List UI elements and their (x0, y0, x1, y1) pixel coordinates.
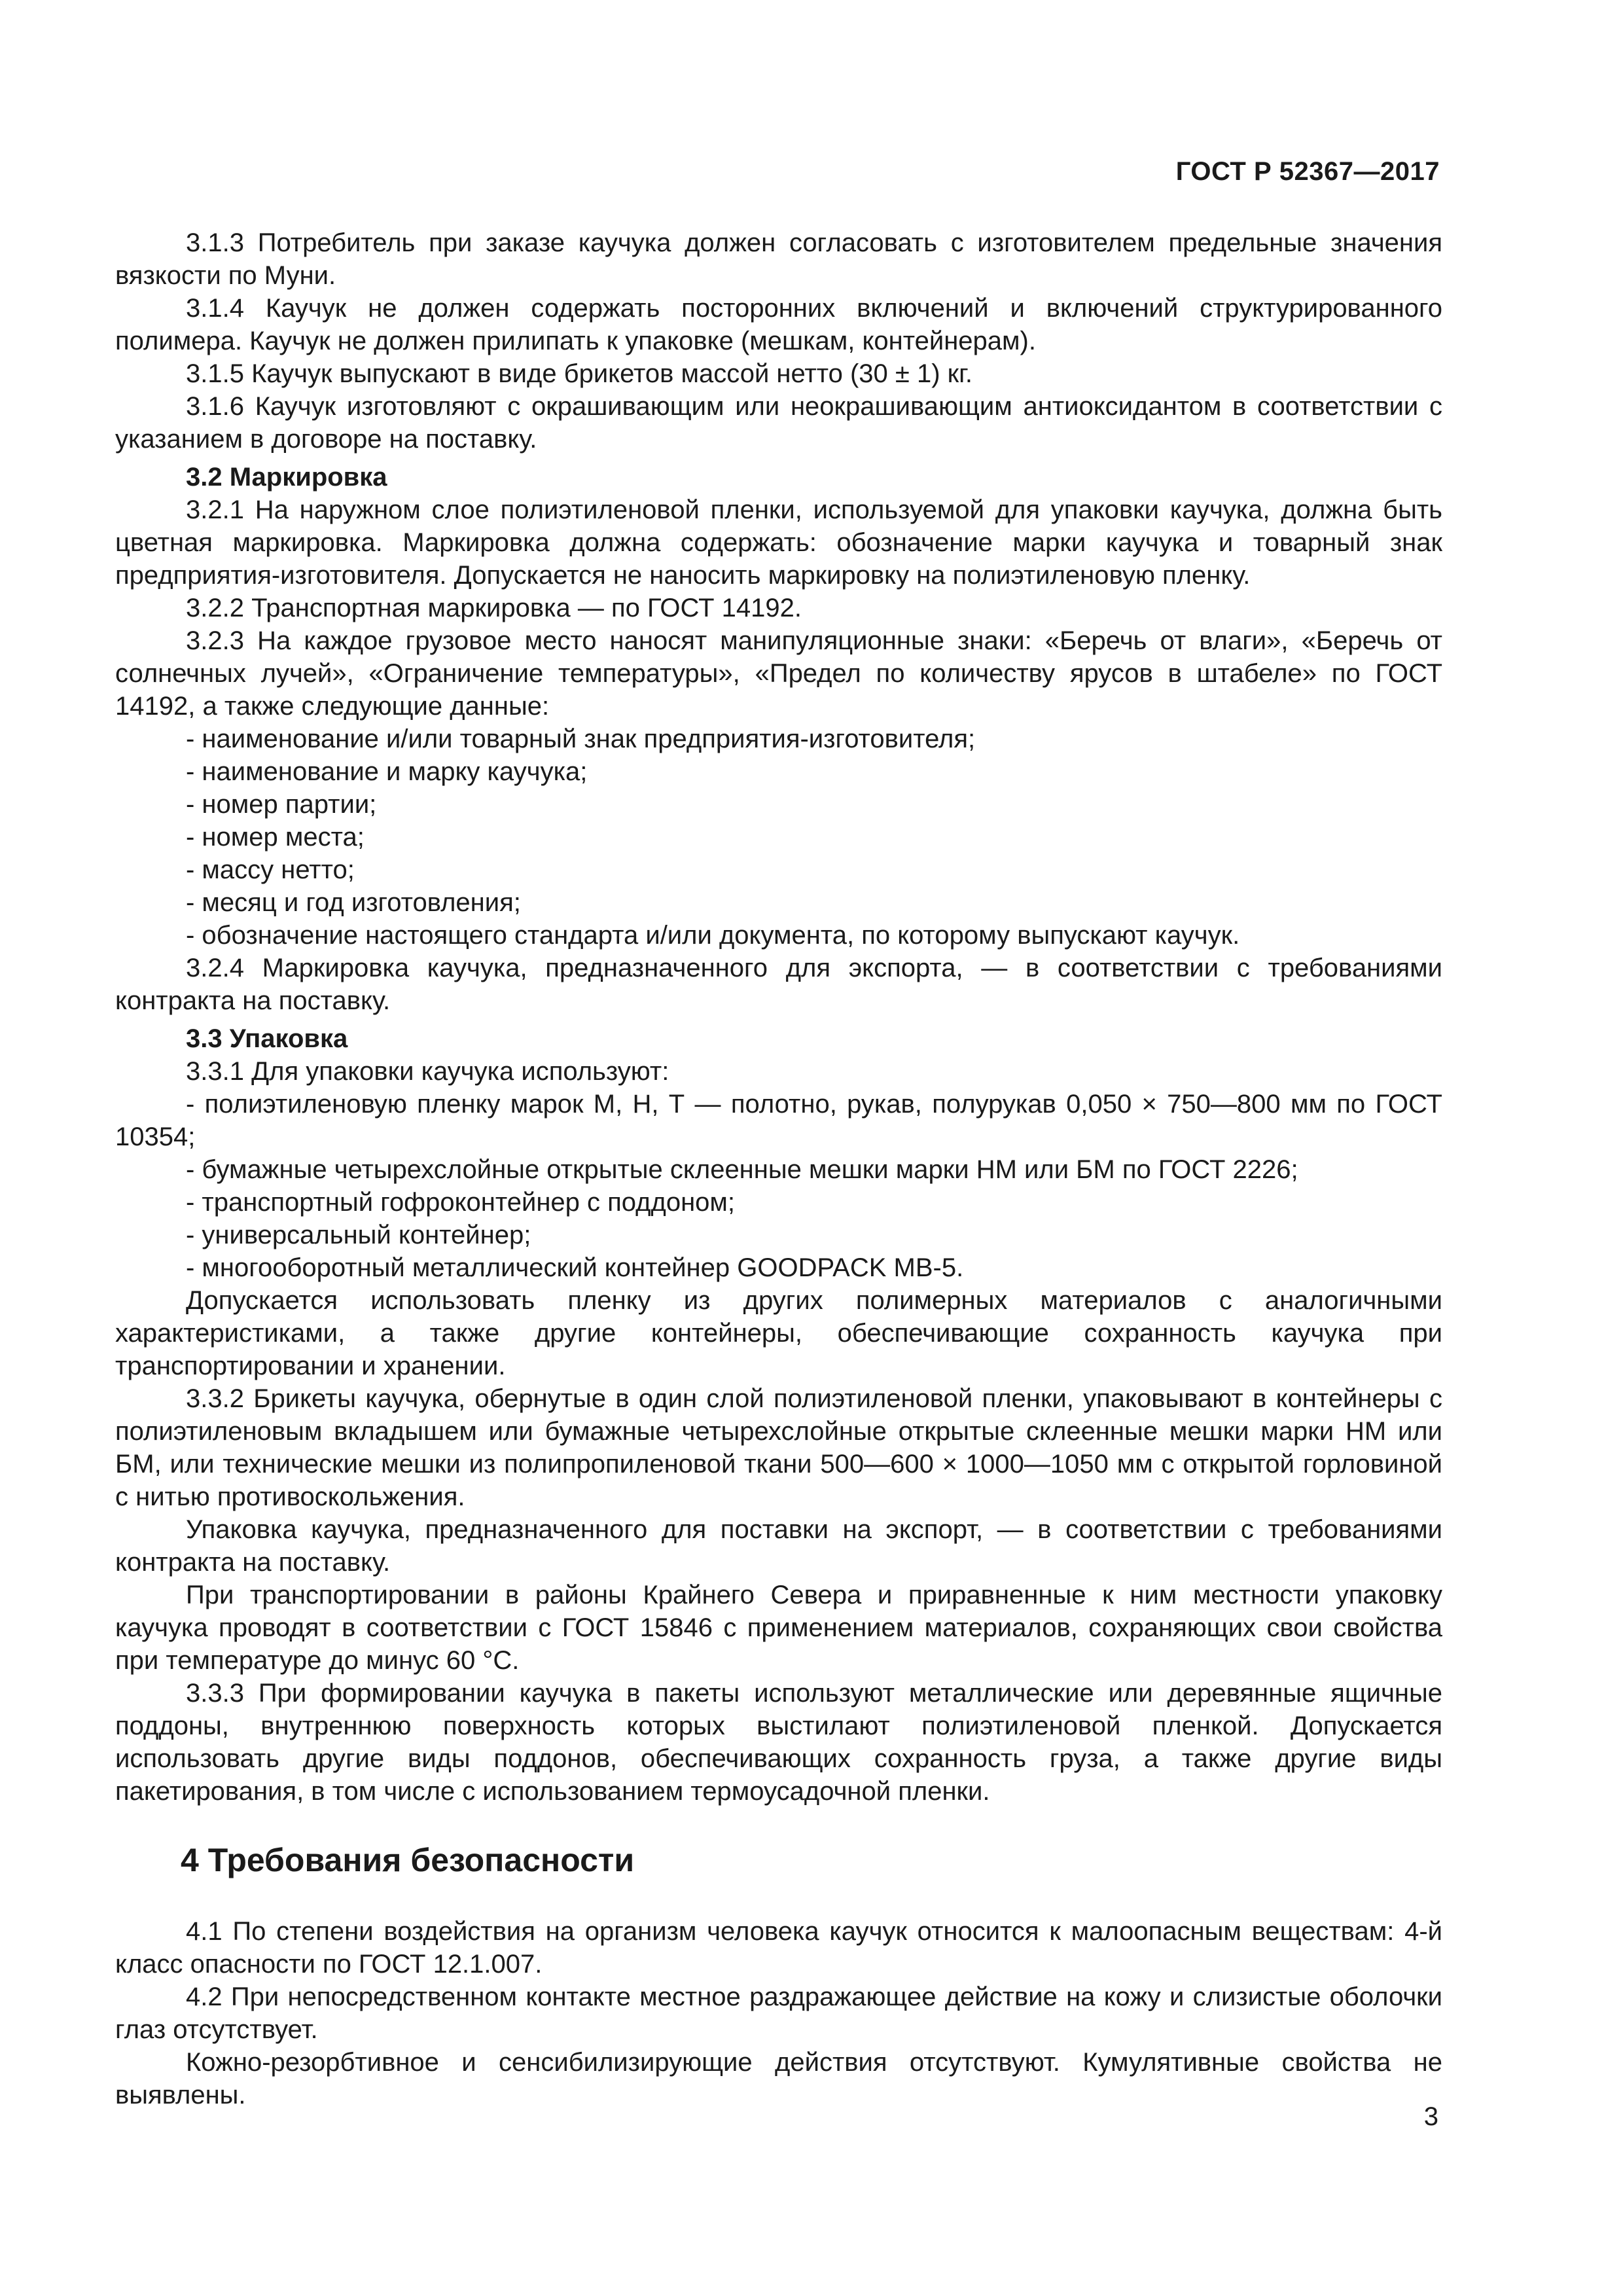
list-item: - универсальный контейнер; (186, 1221, 531, 1249)
paragraph-3-3-1: 3.3.1 Для упаковки каучука используют: (186, 1057, 669, 1086)
list-item: - наименование и марку каучука; (186, 757, 588, 786)
page-number: 3 (1423, 2102, 1438, 2131)
list-item: - наименование и/или товарный знак предприятия-изготовителя; (186, 725, 976, 753)
document-body (115, 226, 1442, 2111)
section-title-4: 4 Требования безопасности (181, 1842, 635, 1878)
paragraph-cumulative: Кожно-резорбтивное и сенсибилизирующие действия отсутствуют. Кумулятивные свойства не выявлены. (115, 2048, 1442, 2109)
list-item: - транспортный гофроконтейнер с поддоном; (186, 1188, 736, 1217)
list-item: - многооборотный металлический контейнер GOODPACK MB-5. (186, 1253, 964, 1282)
paragraph-3-2-3: 3.2.3 На каждое грузовое место наносят манипуляционные знаки: «Беречь от влаги», «Беречь от солнечных лучей», «Ограничение температуры», «Предел по количеству ярусов в штабеле» по ГОСТ 14192, а также следующие данные: (115, 626, 1442, 721)
paragraph-3-3-3: 3.3.3 При формировании каучука в пакеты используют металлические или деревянные ящичные поддоны, внутреннюю поверхность которых выстилают полиэтиленовой пленкой. Допускается использовать другие виды поддонов, обеспечивающих сохранность груза, а также другие виды пакетирования, в том числе с использованием термоусадочной пленки. (115, 1679, 1442, 1806)
document-header: ГОСТ Р 52367—2017 (1175, 157, 1440, 186)
list-item: - месяц и год изготовления; (186, 888, 521, 917)
paragraph-packaging-alternatives: Допускается использовать пленку из других полимерных материалов с аналогичными характеристиками, а также другие контейнеры, обеспечивающие сохранность каучука при транспортировании и хранении. (115, 1286, 1442, 1380)
paragraph-3-2-2: 3.2.2 Транспортная маркировка — по ГОСТ 14192. (186, 594, 802, 622)
list-item: - бумажные четырехслойные открытые склеенные мешки марки НМ или БМ по ГОСТ 2226; (186, 1155, 1298, 1184)
paragraph-3-1-5: 3.1.5 Каучук выпускают в виде брикетов массой нетто (30 ± 1) кг. (186, 359, 972, 388)
list-item: - массу нетто; (186, 855, 355, 884)
list-item: - полиэтиленовую пленку марок М, Н, Т — полотно, рукав, полурукав 0,050 × 750—800 мм по ГОСТ 10354; (115, 1090, 1442, 1151)
paragraph-3-1-3: 3.1.3 Потребитель при заказе каучука должен согласовать с изготовителем предельные значения вязкости по Муни. (115, 228, 1442, 290)
subsection-heading-3-3: 3.3 Упаковка (186, 1024, 348, 1053)
paragraph-far-north: При транспортировании в районы Крайнего Севера и приравненные к ним местности упаковку каучука проводят в соответствии с ГОСТ 15846 с применением материалов, сохраняющих свои свойства при температуре до минус 60 °С. (115, 1581, 1442, 1675)
paragraph-3-2-1: 3.2.1 На наружном слое полиэтиленовой пленки, используемой для упаковки каучука, должна быть цветная маркировка. Маркировка должна содержать: обозначение марки каучука и товарный знак предприятия-изготовителя. Допускается не наносить маркировку на полиэтиленовую пленку. (115, 495, 1442, 590)
paragraph-4-2: 4.2 При непосредственном контакте местное раздражающее действие на кожу и слизистые оболочки глаз отсутствует. (115, 1982, 1442, 2044)
paragraph-export-packaging: Упаковка каучука, предназначенного для поставки на экспорт, — в соответствии с требованиями контракта на поставку. (115, 1515, 1442, 1577)
list-item: - номер партии; (186, 790, 377, 819)
paragraph-3-1-4: 3.1.4 Каучук не должен содержать посторонних включений и включений структурированного полимера. Каучук не должен прилипать к упаковке (мешкам, контейнерам). (115, 294, 1442, 355)
subsection-heading-3-2: 3.2 Маркировка (186, 463, 387, 492)
list-item: - номер места; (186, 823, 365, 852)
list-item: - обозначение настоящего стандарта и/или документа, по которому выпускают каучук. (186, 921, 1240, 950)
paragraph-3-2-4: 3.2.4 Маркировка каучука, предназначенного для экспорта, — в соответствии с требованиями контракта на поставку. (115, 954, 1442, 1015)
paragraph-3-3-2: 3.3.2 Брикеты каучука, обернутые в один слой полиэтиленовой пленки, упаковывают в контейнеры с полиэтиленовым вкладышем или бумажные четырехслойные открытые склеенные мешки марки НМ или БМ, или технические мешки из полипропиленовой ткани 500—600 × 1000—1050 мм с открытой горловиной с нитью противоскольжения. (115, 1384, 1442, 1511)
paragraph-4-1: 4.1 По степени воздействия на организм человека каучук относится к малоопасным веществам: 4-й класс опасности по ГОСТ 12.1.007. (115, 1917, 1442, 1979)
paragraph-3-1-6: 3.1.6 Каучук изготовляют с окрашивающим или неокрашивающим антиоксидантом в соответствии с указанием в договоре на поставку. (115, 392, 1442, 454)
